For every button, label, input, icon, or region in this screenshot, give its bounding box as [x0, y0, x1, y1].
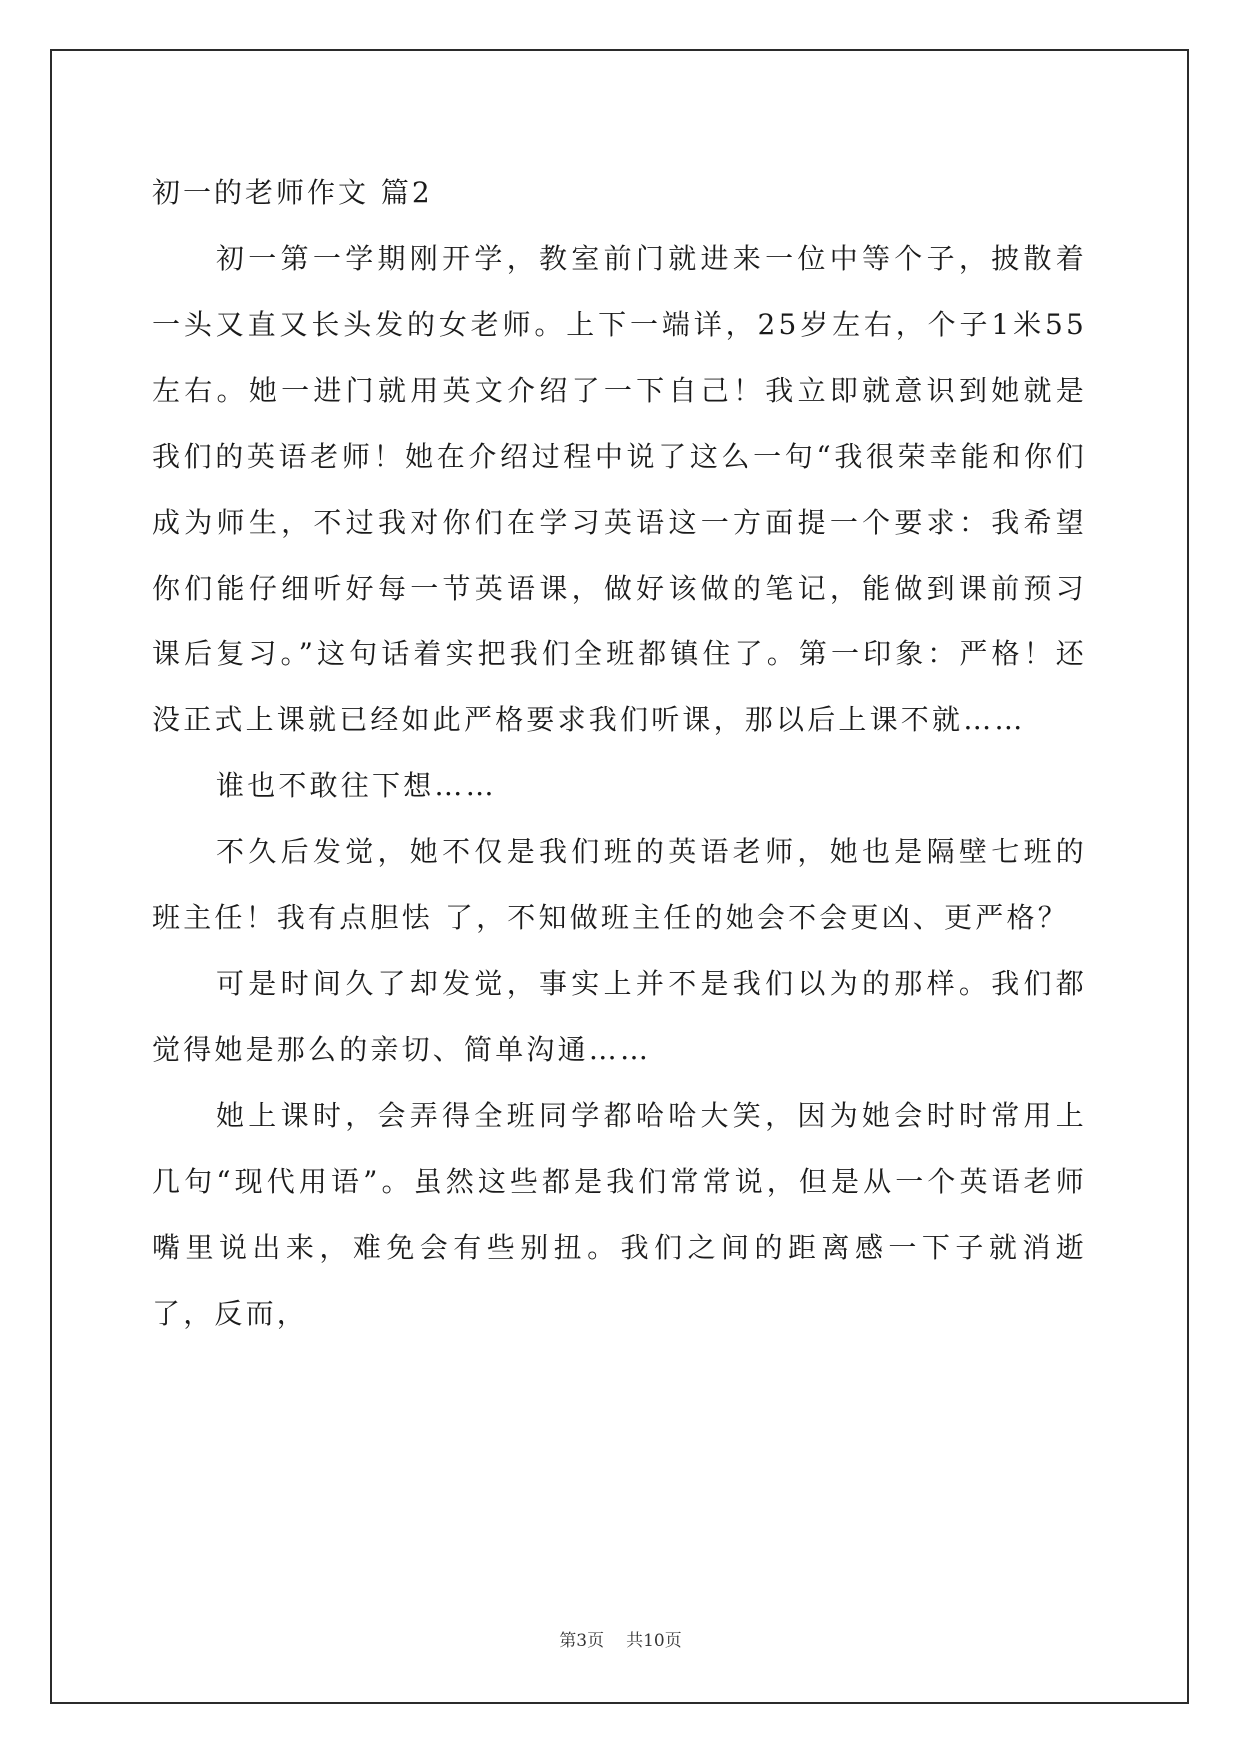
paragraph: 可是时间久了却发觉，事实上并不是我们以为的那样。我们都觉得她是那么的亲切、简单沟通…… [152, 966, 1087, 1066]
document-body [152, 160, 1087, 1346]
page-total: 共10页 [626, 1631, 682, 1651]
paragraph: 不久后发觉，她不仅是我们班的英语老师，她也是隔壁七班的班主任！我有点胆怯 了，不知做班主任的她会不会更凶、更严格？ [152, 835, 1087, 935]
document-title: 初一的老师作文 篇2 [152, 176, 433, 209]
paragraph: 初一第一学期刚开学，教室前门就进来一位中等个子，披散着一头又直又长头发的女老师。上下一端详，25岁左右，个子1米55左右。她一进门就用英文介绍了一下自己！我立即就意识到她就是我们的英语老师！她在介绍过程中说了这么一句“我很荣幸能和你们成为师生，不过我对你们在学习英语这一方面提一个要求：我希望你们能仔细听好每一节英语课，做好该做的笔记，能做到课前预习课后复习。”这句话着实把我们全班都镇住了。第一印象：严格！还没正式上课就已经如此严格要求我们听课，那以后上课不就…… [152, 242, 1087, 737]
page-number: 第3页 [559, 1631, 605, 1651]
page-footer [0, 1626, 1241, 1651]
paragraph: 她上课时，会弄得全班同学都哈哈大笑，因为她会时时常用上几句“现代用语”。虽然这些都是我们常常说，但是从一个英语老师嘴里说出来，难免会有些别扭。我们之间的距离感一下子就消逝了，反而， [152, 1098, 1087, 1330]
paragraph: 谁也不敢往下想…… [216, 769, 497, 803]
